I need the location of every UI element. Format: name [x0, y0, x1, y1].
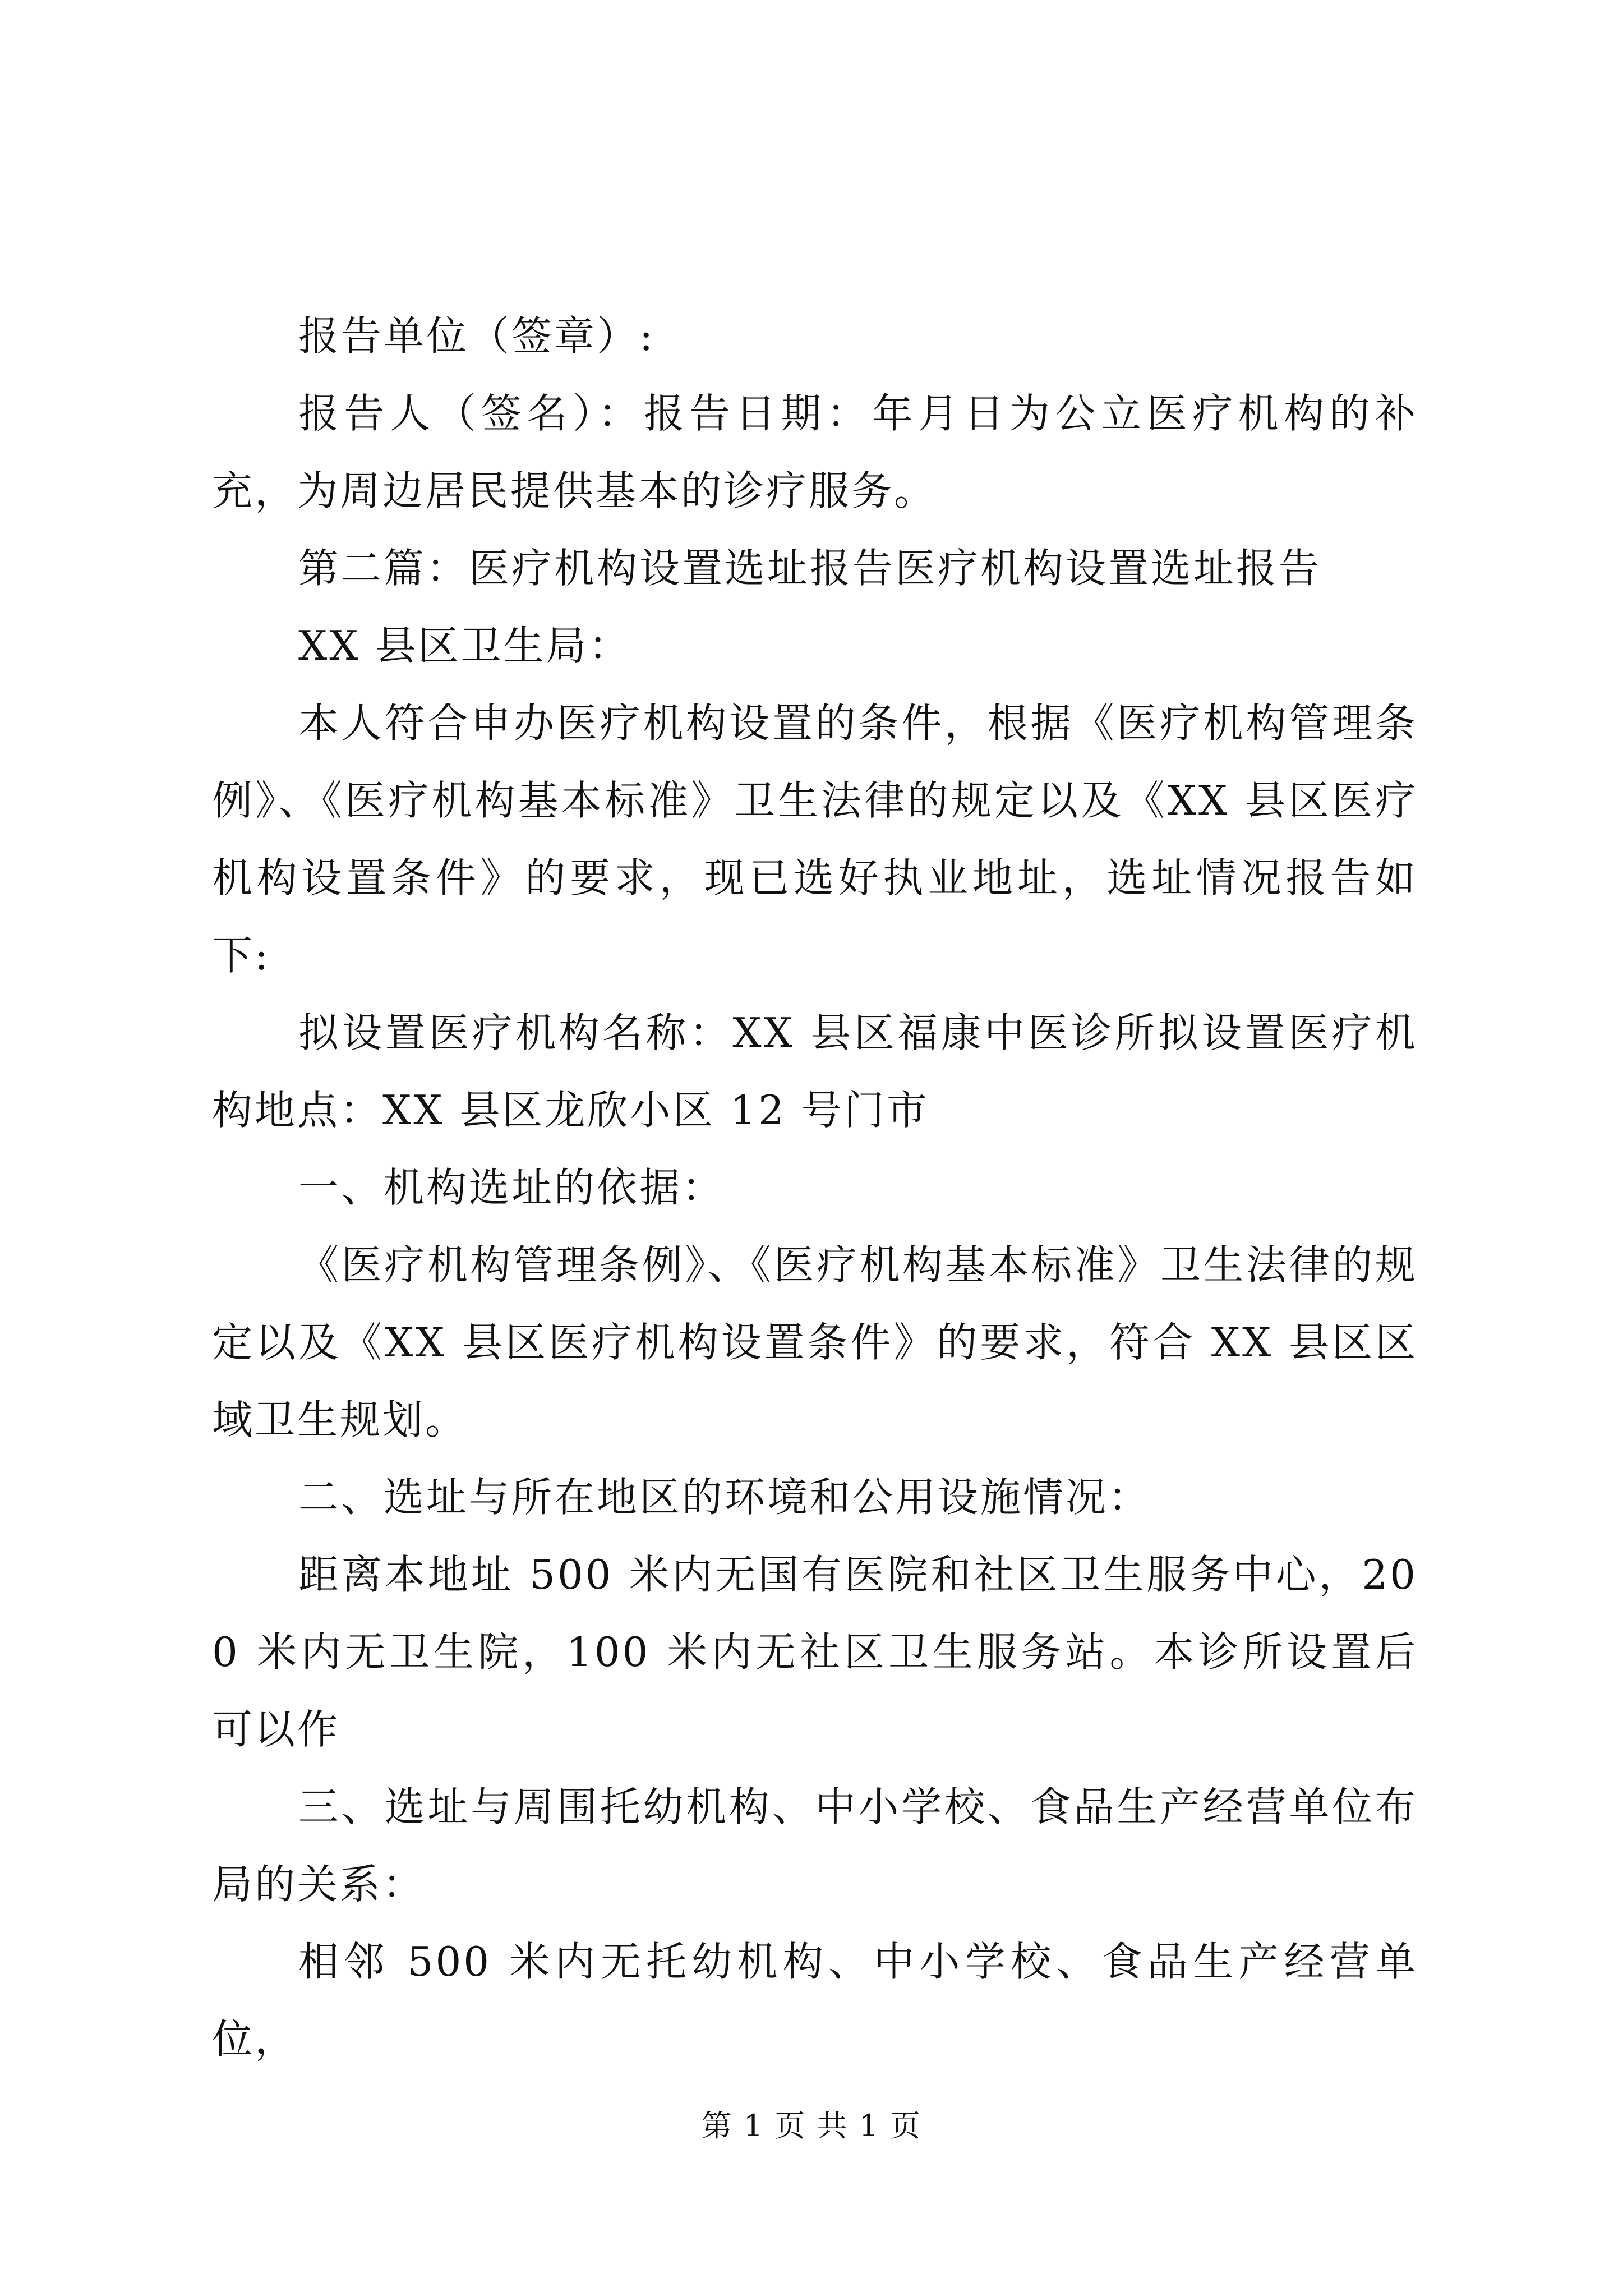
- page-footer: 第 1 页 共 1 页: [701, 2108, 922, 2143]
- paragraph-addressee: XX 县区卫生局：: [298, 622, 631, 669]
- paragraph-basis: 《医疗机构管理条例》、《医疗机构基本标准》卫生法律的规定以及《XX 县区医疗机构设置条件》的要求，符合 XX 县区区域卫生规划。: [212, 1241, 1418, 1443]
- section-heading-layout: 三、选址与周围托幼机构、中小学校、食品生产经营单位布局的关系：: [212, 1783, 1418, 1908]
- section-heading-environment: 二、选址与所在地区的环境和公用设施情况：: [298, 1474, 1151, 1521]
- paragraph-report-unit: 报告单位（签章）:: [298, 312, 656, 360]
- section-heading-basis: 一、机构选址的依据：: [298, 1164, 725, 1211]
- document-body: [212, 297, 1418, 2078]
- paragraph-intro: 本人符合申办医疗机构设置的条件，根据《医疗机构管理条例》、《医疗机构基本标准》卫生法律的规定以及《XX 县区医疗机构设置条件》的要求，现已选好执业地址，选址情况报告如下:: [212, 700, 1418, 979]
- paragraph-layout: 相邻 500 米内无托幼机构、中小学校、食品生产经营单位，: [212, 1938, 1418, 2063]
- paragraph-reporter-date: 报告人（签名）：报告日期：年月日为公立医疗机构的补充，为周边居民提供基本的诊疗服务。: [212, 390, 1418, 514]
- paragraph-chapter-title: 第二篇：医疗机构设置选址报告医疗机构设置选址报告: [298, 545, 1322, 592]
- paragraph-institution-name: 拟设置医疗机构名称：XX 县区福康中医诊所拟设置医疗机构地点：XX 县区龙欣小区 12 号门市: [212, 1009, 1418, 1134]
- paragraph-environment: 距离本地址 500 米内无国有医院和社区卫生服务中心，200 米内无卫生院，100 米内无社区卫生服务站。本诊所设置后可以作: [212, 1551, 1418, 1753]
